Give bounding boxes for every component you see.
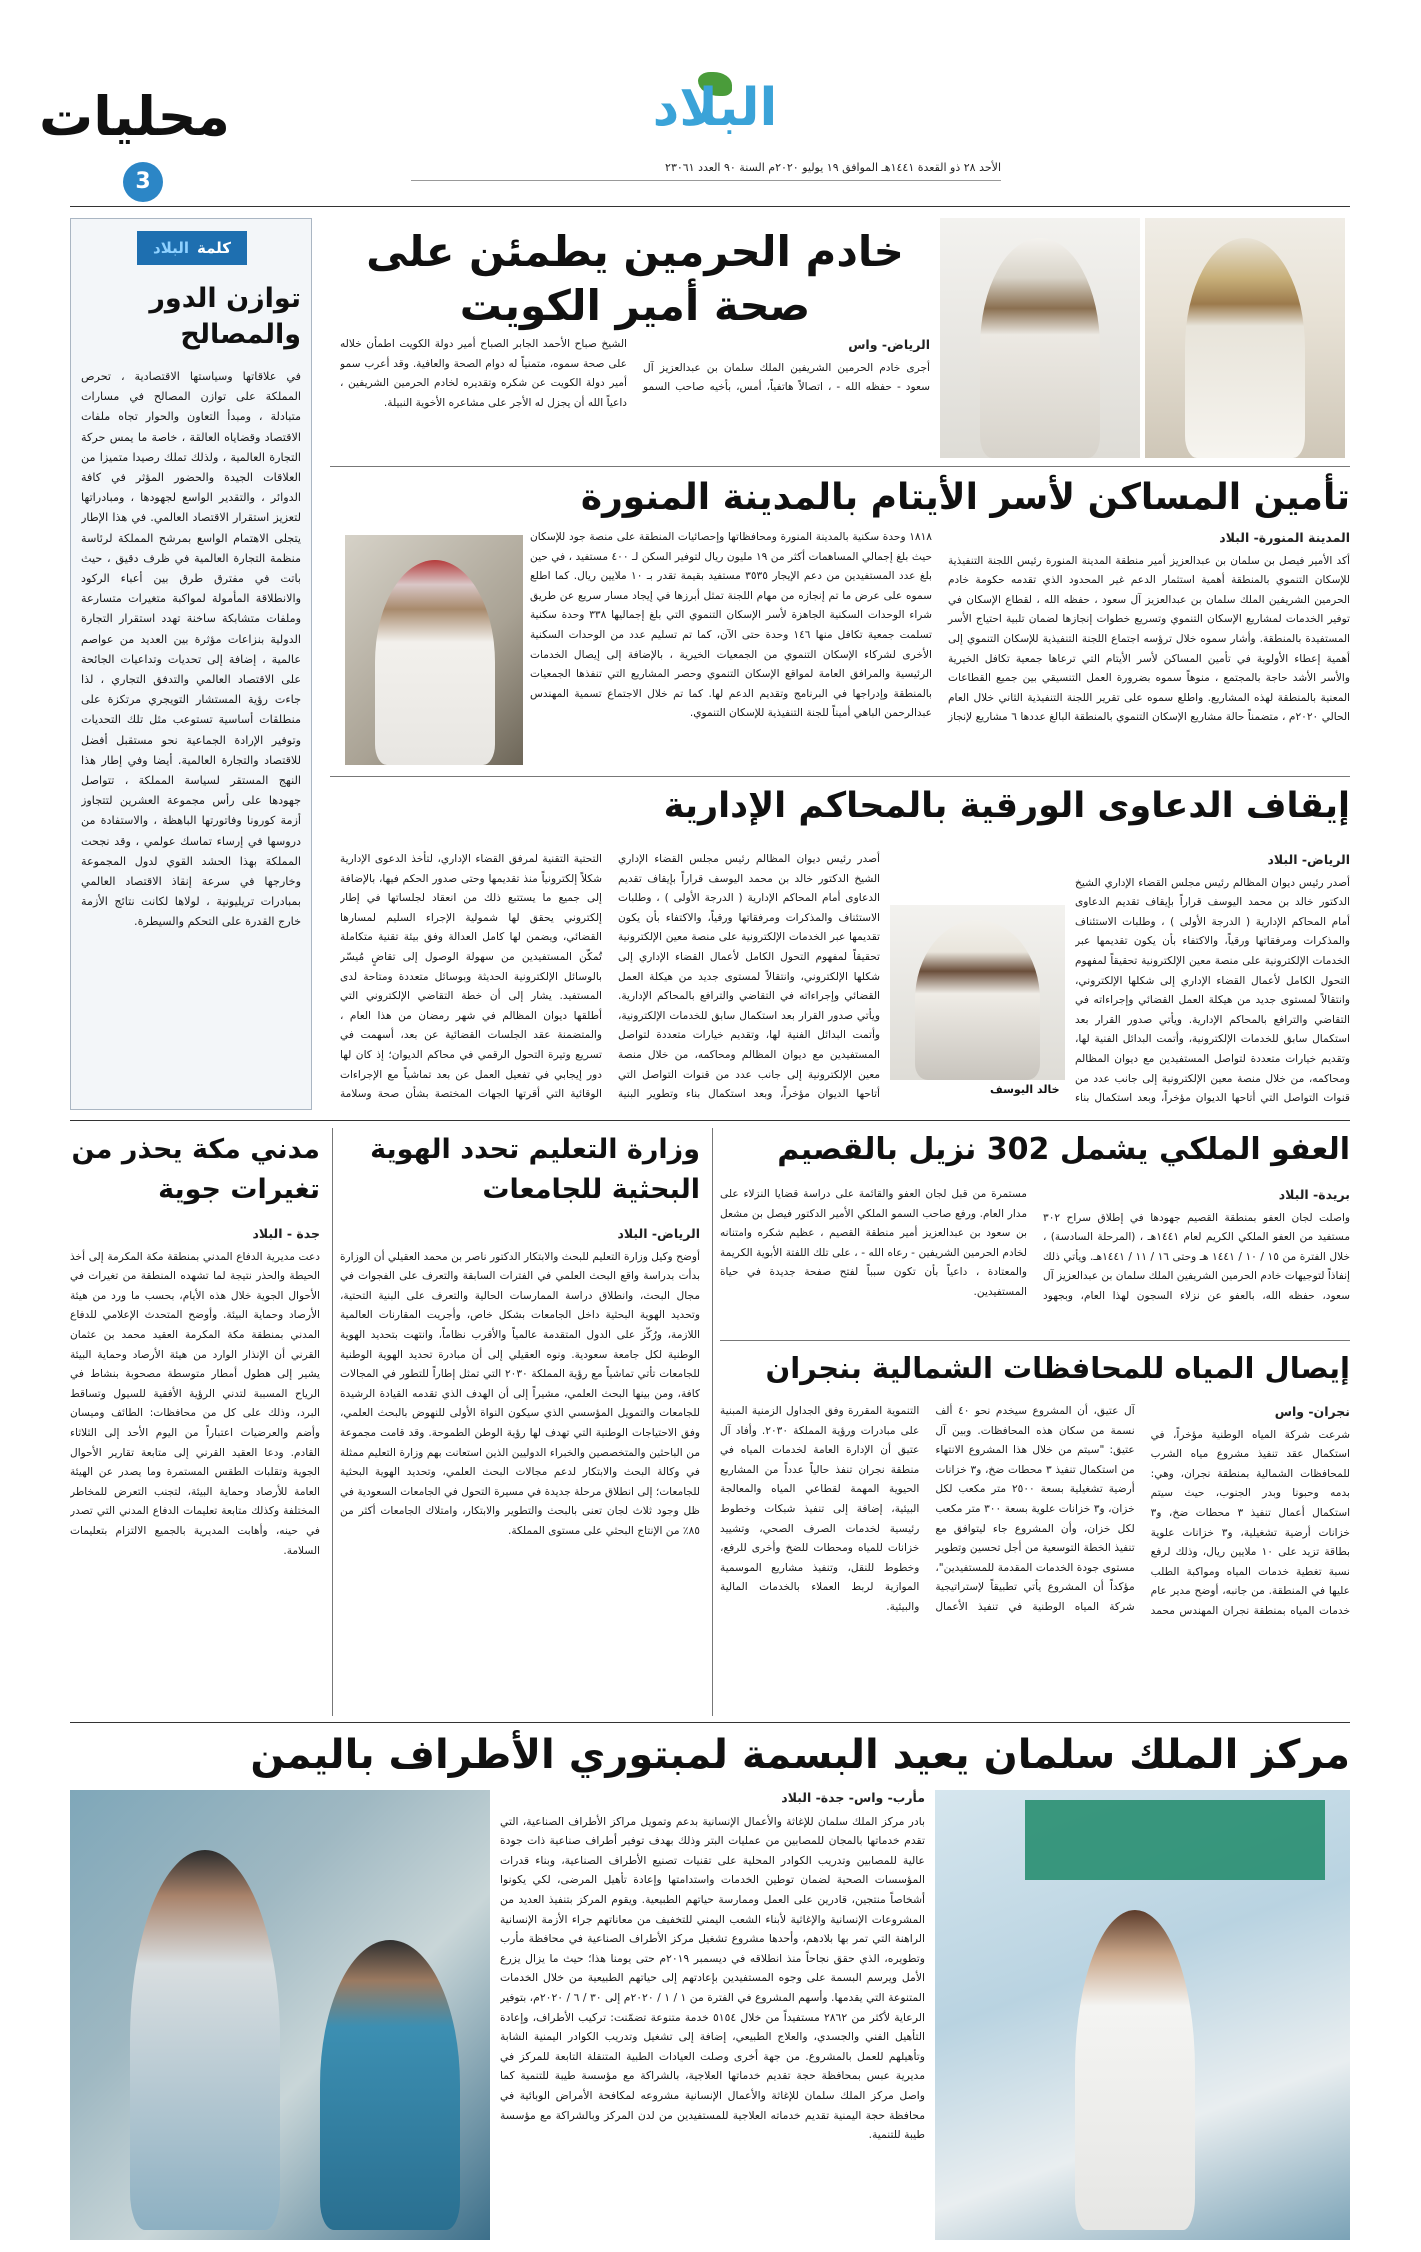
section-title: محليات xyxy=(39,85,230,148)
caption-khalid-alyousef: خالد اليوسف xyxy=(990,1083,1060,1096)
article1-text xyxy=(340,335,930,459)
issue-line: الأحد ٢٨ ذو القعدة ١٤٤١هـ الموافق ١٩ يوليو ٢٠٢٠م السنة ٩٠ العدد ٢٣٠٦١ xyxy=(411,161,1001,181)
article5-text xyxy=(720,1402,1350,1714)
article4-body: واصلت لجان العفو بمنطقة القصيم جهودها في إطلاق سراح ٣٠٢ مستفيد من العفو الملكي الكريم لعام ١٤٤١هـ ، (المرحلة السادسة) ، خلال الفترة من ١٥ / ١٠ / ١٤٤١ هـ وحتى ١٦ / ١١ / ١٤٤١هـ. ويأتي ذلك إنفاذاً لتوجيهات خادم الحرمين الشريفين الملك سلمان بن عبدالعزيز آل سعود، حفظه الله، بالعفو عن نزلاء السجون لهذا العام، وبجهود مستمرة من قبل لجان العفو والقائمة على دراسة قضايا النزلاء على مدار العام. ورفع صاحب السمو الملكي الأمير الدكتور فيصل بن مشعل بن سعود بن عبدالعزيز أمير منطقة القصيم ، عظيم شكره وامتنانه لخادم الحرمين الشريفين - رعاه الله - ، على تلك اللفتة الأبوية الكريمة والمعتادة ، داعياً بأن تكون سبباً لفتح صفحة جديدة في حياة المستفيدين. xyxy=(720,1188,1350,1302)
headline-article7: مدني مكة يحذر من تغيرات جوية xyxy=(71,1134,320,1205)
article6-text xyxy=(340,1224,700,1714)
rule-1 xyxy=(330,466,1350,467)
rule-v2 xyxy=(332,1128,333,1716)
headline-article5: إيصال المياه للمحافظات الشمالية بنجران xyxy=(765,1351,1350,1385)
headline-article1: خادم الحرمين يطمئن على صحة أمير الكويت xyxy=(366,227,904,330)
body-article4 xyxy=(720,1185,1350,1335)
dateline-article2: المدينة المنورة- البلاد xyxy=(1219,530,1350,545)
newspaper-logo xyxy=(640,70,790,166)
photo-prosthetics-clinic xyxy=(70,1790,490,2240)
body-article5 xyxy=(720,1402,1350,1714)
editorial-body: في علاقاتها وسياستها الاقتصادية ، تحرص المملكة على توازن المصالح في مسارات متبادلة ، ومبدأ التعاون والحوار تجاه ملفات الاقتصاد وقضاياه العالقة ، خاصة ما يمس حركة التجارة العالمية ، ولذلك تملك رصيدا متميزا من العلاقات الجيدة والحضور المؤثر في كافة الدوائر ، والتقدير الواسع لجهودها ، ومبادراتها لتعزيز استقرار الاقتصاد العالمي. في هذا الإطار يتجلى الاهتمام الواسع بمرشح المملكة لرئاسة منظمة التجارة العالمية في ظرف دقيق ، حيث باتت في مفترق طرق بين أعباء الركود والانطلاقة المأمولة لمواكبة متغيرات متسارعة وملفات متشابكة ساخنة تهدد استقرار التجارة الدولية بنزاعات مؤثرة بين العديد من عواصم عالمية ، إضافة إلى تحديات وتداعيات الجائحة على الاقتصاد العالمي والتدفق التجاري ، لذا جاءت رؤية المستشار التويجري مرتكزة على منطلقات أساسية تستوعب مثل تلك التحديات وتوفير الإرادة الجماعية نحو مستقبل أفضل للاقتصاد والتجارة العالمية. أيضا وفي إطار هذا النهج المستقر لسياسة المملكة ، تتواصل جهودها على رأس مجموعة العشرين لتتجاوز أزمة كورونا وفاتورتها الباهظة ، والاستفادة من دروسها في إرساء تماسك عولمي ، وقد نجحت المملكة بهذا الحشد القوي لدول المجموعة وخارجها في سرعة إنقاذ الاقتصاد العالمي بمبادرات تريليونية ، لولاها لكانت نتائج الأزمة خارج القدرة على التحكم والسيطرة. xyxy=(81,370,301,929)
dateline-article8: مأرب- واس- جدة- البلاد xyxy=(781,1790,925,1805)
article4-text xyxy=(720,1185,1350,1335)
headline-article8: مركز الملك سلمان يعيد البسمة لمبتوري الأطراف باليمن xyxy=(250,1732,1350,1778)
dateline-article1: الرياض- واس xyxy=(848,337,930,352)
rule-5 xyxy=(70,1722,1350,1723)
photo-khalid-alyousef xyxy=(890,905,1065,1080)
editorial-badge xyxy=(137,231,247,265)
body-article3-col2 xyxy=(340,850,880,1105)
article3-body-col2: أصدر رئيس ديوان المظالم رئيس مجلس القضاء الإداري الشيخ الدكتور خالد بن محمد اليوسف قراراً بإيقاف تقديم الدعاوى أمام المحاكم الإدارية ( الدرجة الأولى ) ، وطلبات الاستئناف والمذكرات ومرفقاتها ورقياً، والاكتفاء بأن يكون تقديمها عبر الخدمات الإلكترونية على منصة معين الإلكترونية تحقيقاً لمفهوم التحول الكامل لأعمال القضاء الإداري إلى شكلها الإلكتروني، وانتقالاً لمستوى جديد من هيكلة العمل القضائي وإجراءاته في التقاضي والترافع بالمحاكم الإدارية. ويأتي صدور القرار بعد استكمال سابق للخدمات الإلكترونية، وأتمت البدائل الفنية لها، وتقديم خيارات متعددة لتواصل المستفيدين مع ديوان المظالم ومحاكمه، من خلال منصة معين الإلكترونية إلى جانب عدد من قنوات التواصل التي أتاحها الديوان مؤخراً، وبعد استكمال بناء وتطوير البنية التحتية التقنية لمرفق القضاء الإداري، لتأخذ الدعوى الإدارية شكلاً إلكترونياً منذ تقديمها وحتى صدور الحكم فيها، بالإضافة إلى جميع ما يستتبع ذلك من انعقاد لجلساتها في إطار إلكتروني يحقق لها شمولية الإجراء السليم لمسارها القضائي، ويضمن لها كامل العدالة وفق بيئة تقنية متكاملة تُمكّن المستفيدين من سهولة الوصول إلى تقاضٍ مُيسّر بالوسائل الإلكترونية الحديثة وبوسائل متعددة ومتاحة لدى المستفيد. يشار إلى أن خطة التقاضي الإلكتروني التي أطلقها ديوان المظالم في شهر رمضان من هذا العام ، والمتضمنة عقد الجلسات القضائية عن بعد، أسهمت في تسريع وتيرة التحول الرقمي في محاكم الديوان؛ إذ كان لها دور إيجابي في تفعيل العمل عن بعد تماشياً مع الإجراءات الوقائية التي أقرتها الجهات المختصة بشأن صحة وسلامة xyxy=(340,853,880,1101)
article5-body: شرعت شركة المياه الوطنية مؤخراً، في استكمال عقد تنفيذ مشروع مياه الشرب للمحافظات الشمالية بمنطقة نجران، وهي: بدمه وحبونا وبدر الجنوب، حيث سيتم استكمال أعمال تنفيذ ٣ محطات ضخ، و٣ خزانات أرضية تشغيلية، و٣ خزانات علوية بطاقة تزيد على ١٠ ملايين ريال، وذلك لرفع نسبة تغطية خدمات المياه ومواكبة الطلب عليها في المنطقة. من جانبه، أوضح مدير عام خدمات المياه بمنطقة نجران المهندس محمد آل عتيق، أن المشروع سيخدم نحو ٤٠ ألف نسمة من سكان هذه المحافظات. وبين آل عتيق: "سيتم من خلال هذا المشروع الانتهاء من استكمال تنفيذ ٣ محطات ضخ، و٣ خزانات أرضية تشغيلية بسعة ٢٥٠٠ متر مكعب لكل خزان، و٣ خزانات علوية بسعة ٣٠٠ متر مكعب لكل خزان، وأن المشروع جاء ليتوافق مع تنفيذ الخطة التوسعية من أجل تحسين وتطوير مستوى جودة الخدمات المقدمة للمستفيدين"، مؤكداً أن المشروع يأتي تطبيقاً لإستراتيجية شركة المياه الوطنية في تنفيذ الأعمال التنموية المقررة وفق الجداول الزمنية المبنية على مبادرات ورؤية المملكة ٢٠٣٠. وأفاد آل عتيق أن الإدارة العامة لخدمات المياه في منطقة نجران تنفذ حالياً عدداً من المشاريع الحيوية المهمة لقطاعي المياه والمعالجة البيئية، إضافة إلى تنفيذ شبكات وخطوط رئيسية لخدمات الصرف الصحي، وتشييد خزانات للمياه ومحطات للضخ وأخرى للرفع، وخطوط للنقل، وتنفيذ مشاريع الموسمية الموازية لربط العملاء بالخدمات المالية والبيئية. xyxy=(720,1405,1350,1617)
article7-body: دعت مديرية الدفاع المدني بمنطقة مكة المكرمة إلى أخذ الحيطة والحذر نتيجة لما تشهده المنطقة من تغيرات في الأحوال الجوية خلال هذه الأيام، بحسب ما ورد من هيئة الأرصاد وحماية البيئة. وأوضح المتحدث الإعلامي للدفاع المدني بمنطقة مكة المكرمة العقيد محمد بن عثمان القرني أن الإنذار الوارد من هيئة الأرصاد وحماية البيئة يشير إلى هطول أمطار متوسطة مصحوبة بنشاط في الرياح المسببة لتدني الرؤية الأفقية للسيول وتساقط البرد، وذلك على كل من محافظات: الطائف وميسان وأضم والعرضيات اعتباراً من اليوم الأحد إلى الثلاثاء القادم. ودعا العقيد القرني إلى متابعة تقارير الأحوال الجوية وتقلبات الطقس المستمرة وما يصدر عن الهيئة العامة للأرصاد وحماية البيئة، لتجنب التعرض للمخاطر المختلفة وكذلك متابعة تعليمات الدفاع المدني التي تصدر في حينه، وأهابت المديرية بالجميع الالتزام بتعليمات السلامة. xyxy=(70,1250,320,1557)
article3-body-col1: أصدر رئيس ديوان المظالم رئيس مجلس القضاء الإداري الشيخ الدكتور خالد بن محمد اليوسف قراراً بإيقاف تقديم الدعاوى أمام المحاكم الإدارية ( الدرجة الأولى ) ، وطلبات الاستئناف والمذكرات ومرفقاتها ورقياً، والاكتفاء بأن يكون تقديمها عبر الخدمات الإلكترونية على منصة معين الإلكترونية تحقيقاً لمفهوم التحول الكامل لأعمال القضاء الإداري إلى شكلها الإلكتروني، وانتقالاً لمستوى جديد من هيكلة العمل القضائي وإجراءاته في التقاضي والترافع بالمحاكم الإدارية. ويأتي صدور القرار بعد استكمال سابق للخدمات الإلكترونية، وأتمت البدائل الفنية لها، وتقديم خيارات متعددة لتواصل المستفيدين مع ديوان المظالم ومحاكمه، من خلال منصة معين الإلكترونية إلى جانب عدد من قنوات التواصل التي أتاحها الديوان مؤخراً، وبعد استكمال بناء xyxy=(1075,876,1350,1105)
body-article8 xyxy=(500,1788,925,2240)
article8-text xyxy=(500,1788,925,2240)
headline-article3: إيقاف الدعاوى الورقية بالمحاكم الإدارية xyxy=(663,786,1350,826)
body-article7 xyxy=(70,1224,320,1714)
rule-v1 xyxy=(712,1128,713,1716)
article8-body: بادر مركز الملك سلمان للإغاثة والأعمال الإنسانية بدعم وتمويل مراكز الأطراف الصناعية، التي تقدم خدماتها بالمجان للمصابين من عمليات البتر وذلك بهدف توفير أطراف صناعية ذات جودة عالية للمصابين وتدريب الكوادر المحلية على تقنيات تصنيع الأطراف الصناعية، وبناء قدرات المؤسسات الصحية لضمان توطين الخدمات واستدامتها وإعادة تأهيل المرضى، لكي يكونوا أشخاصاً منتجين، قادرين على العمل وممارسة حياتهم الطبيعية. ويقوم المركز بتنفيذ العديد من المشروعات الإنسانية والإغاثية لأبناء الشعب اليمني للتخفيف من معاناتهم جراء الأزمة الإنسانية الراهنة التي تمر بها بلادهم، وأحدها مشروع تشغيل مركز الأطراف الصناعية في محافظة مأرب وتطويره، الذي حقق نجاحاً منذ انطلاقه في ديسمبر ٢٠١٩م حتى يومنا هذا؛ حيث ما يزال يزرع الأمل ويرسم البسمة على وجوه المستفيدين بإعادتهم إلى حياتهم الطبيعية من خلال الخدمات المتنوعة التي يقدمها. وأسهم المشروع في الفترة من ١ / ١ / ٢٠٢٠م إلى ٣٠ / ٦ / ٢٠٢٠م، بتوفير الرعاية لأكثر من ٢٨٦٢ مستفيداً من خلال ٥١٥٤ خدمة متنوعة تضمّنت: تركيب الأطراف، وإعادة التأهيل الفني والجسدي، والعلاج الطبيعي، إضافة إلى تشغيل وتدريب الكوادر اليمنية الشابة وتأهيلهم للعمل بالمشروع. من جهة أخرى وصلت العيادات الطبية المتنقلة التابعة للمركز في مديرية عبس بمحافظة حجة تقديم خدماتها العلاجية، بالشراكة مع مؤسسة طيبة للتنمية كما واصل مركز الملك سلمان للإغاثة والأعمال الإنسانية مشروعه لمكافحة الأمراض الوبائية في محافظة حجة اليمنية تقديم خدماته العلاجية للمستفيدين من لدن المركز وبالشراكة مع مؤسسة طيبة للتنمية. xyxy=(500,1814,925,2142)
article6-body: أوضح وكيل وزارة التعليم للبحث والابتكار الدكتور ناصر بن محمد العقيلي أن الوزارة بدأت بدراسة واقع البحث العلمي في الفترات السابقة والتعرف على الفجوات في مجال البحث، وانطلاق دراسة الممارسات الحالية والتعرف على البنية التحتية، وتحديد الهوية البحثية داخل الجامعات بشكل خاص، وأجريت المقارنات العالمية اللازمة، ورُكّز على الدول المتقدمة عالمياً والأقرب نظاماً، وانتهت بتحديد الهوية الوطنية لكل جامعة سعودية. ونوه العقيلي إلى أن مبادرة تحديد الهوية الوطنية للجامعات تأتي تماشياً مع رؤية المملكة ٢٠٣٠ التي تمثل إطاراً للتطور في المجالات كافة، ومن بينها البحث العلمي، مشيراً إلى أن الهدف الذي تقدمه القيادة الرشيدة للجامعات والتمويل المؤسسي الذي سيكون النواة الأولى للنهوض بالبحث العلمي، وفق الاحتياجات الوطنية التي تهدف لها رؤية الوطن الطموحة. وقد قامت مجموعة من الباحثين والمتخصصين والخبراء الدوليين الذين استعانت بهم وزارة التعليم ممثلة في وكالة البحث والابتكار لدعم مجالات البحث العلمي، وتحديد الهوية البحثية للجامعات؛ إلى انطلاق مرحلة جديدة في مسيرة التحول في الجامعات السعودية في ظل وجود ثلاث لجان تعنى بالبحث والتطوير والابتكار، وامتلاك الجامعات أكثر من ٨٥٪ من الإنتاج البحثي على مستوى المملكة. xyxy=(340,1250,700,1537)
body-article3-col1 xyxy=(1075,850,1350,1105)
logo-text: البلاد xyxy=(652,78,778,138)
masthead-rule xyxy=(70,206,1350,207)
rule-2 xyxy=(330,776,1350,777)
body-article2 xyxy=(530,528,1350,768)
editorial-box xyxy=(70,218,312,1110)
photo-king-salman xyxy=(1145,218,1345,458)
article2-body: أكد الأمير فيصل بن سلمان بن عبدالعزيز أمير منطقة المدينة المنورة رئيس اللجنة التنفيذية للإسكان التنموي بالمنطقة أهمية استثمار الدعم غير المحدود الذي تقدمه حكومة خادم الحرمين الشريفين الملك سلمان بن عبدالعزيز آل سعود ، حفظه الله ، لقطاع الإسكان في توفير الخدمات لمشاريع الإسكان التنموي وتسريع خطوات إنجازها لضمان تلبية احتياج الأسر المستفيدة بالمنطقة. وأشار سموه خلال ترؤسه اجتماع اللجنة التنفيذية للإسكان التنموي إلى أهمية إعطاء الأولوية في تأمين المساكن لأسر الأيتام التي ترعاها جمعية تكافل الخيرية والأسر الأشد حاجة بالمجتمع ، منوهاً سموه بضرورة العمل التنسيقي بين جميع القطاعات المعنية بالمنطقة لهذه المشاريع. واطلع سموه على تقرير اللجنة التنفيذية الثاني خلال العام الحالي ٢٠٢٠م ، متضمناً حالة مشاريع الإسكان التنموي بالمنطقة البالغ عددها ٦ مشاريع لإنجاز ١٨١٨ وحدة سكنية بالمدينة المنورة ومحافظاتها وإحصائيات المنطقة على منصة جود للإسكان حيث بلغ إجمالي المساهمات أكثر من ١٩ مليون ريال لتوفير السكن لـ ٤٠٠ مستفيد ، في حين بلغ عدد المستفيدين من دعم الإيجار ٣٥٣٥ مستفيد بقيمة تقدر بـ ١٠ ملايين ريال. كما اطلع سموه على عرض ما تم إنجازه من مهام اللجنة تمثل أبرزها في إيجاد مسار سريع عن طريق شراء الوحدات السكنية الجاهزة لأسر الإسكان التنموي التي بلغ إجماليها ٣٣٨ وحدة سكنية تسلمت جمعية تكافل منها ١٤٦ وحدة حتى الآن، كما تم تسليم عدد من الوحدات السكنية الأخرى لشركاء الإسكان التنموي من الجمعيات الخيرية ، بالإضافة إلى إيصال الخدمات الرئيسية والمرافق العامة لمواقع الإسكان التنموي وحصر المشاريع التي تنفذها الجمعيات بالمنطقة وإدراجها في البرنامج وتقديم الدعم لها. كما تم خلال الاجتماع تسمية المهندس عبدالرحمن الباهي أميناً للجنة التنفيذية للإسكان التنموي. xyxy=(530,531,1350,724)
body-article1 xyxy=(340,335,930,459)
editorial-badge-word: كلمة xyxy=(196,239,231,257)
article3-text-col2 xyxy=(340,850,880,1105)
article2-text xyxy=(530,528,1350,768)
dateline-article4: بريدة- البلاد xyxy=(1278,1187,1350,1202)
rule-3 xyxy=(70,1120,1350,1121)
headline-article4: العفو الملكي يشمل 302 نزيل بالقصيم xyxy=(777,1132,1350,1167)
dateline-article3: الرياض- البلاد xyxy=(1267,852,1350,867)
headline-article6: وزارة التعليم تحدد الهوية البحثية للجامعات xyxy=(370,1134,700,1205)
article7-text xyxy=(70,1224,320,1714)
photo-child-patient xyxy=(935,1790,1350,2240)
editorial-badge-logo: البلاد xyxy=(153,239,189,257)
page-number: 3 xyxy=(123,162,163,202)
photo-faisal-bin-salman xyxy=(345,535,523,765)
article1-body: أجرى خادم الحرمين الشريفين الملك سلمان بن عبدالعزيز آل سعود - حفظه الله - ، اتصالاً هاتفياً، أمس، بأخيه صاحب السمو الشيخ صباح الأحمد الجابر الصباح أمير دولة الكويت اطمأن خلاله على صحة سموه، متمنياً له دوام الصحة والعافية. وقد أعرب سمو أمير دولة الكويت عن شكره وتقديره لخادم الحرمين الشريفين ، داعياً الله أن يجزل له الأجر على مشاعره الأخوية النبيلة. xyxy=(340,338,930,409)
photo-kuwait-emir xyxy=(940,218,1140,458)
headline-article2: تأمين المساكن لأسر الأيتام بالمدينة المنورة xyxy=(580,477,1350,518)
article3-text-col1 xyxy=(1075,850,1350,1105)
rule-4 xyxy=(720,1340,1350,1341)
body-article6 xyxy=(340,1224,700,1714)
dateline-article7: جدة - البلاد xyxy=(252,1226,320,1241)
dateline-article6: الرياض- البلاد xyxy=(617,1226,700,1241)
editorial-title: توازن الدور والمصالح xyxy=(149,283,301,350)
dateline-article5: نجران- واس xyxy=(1274,1404,1350,1419)
